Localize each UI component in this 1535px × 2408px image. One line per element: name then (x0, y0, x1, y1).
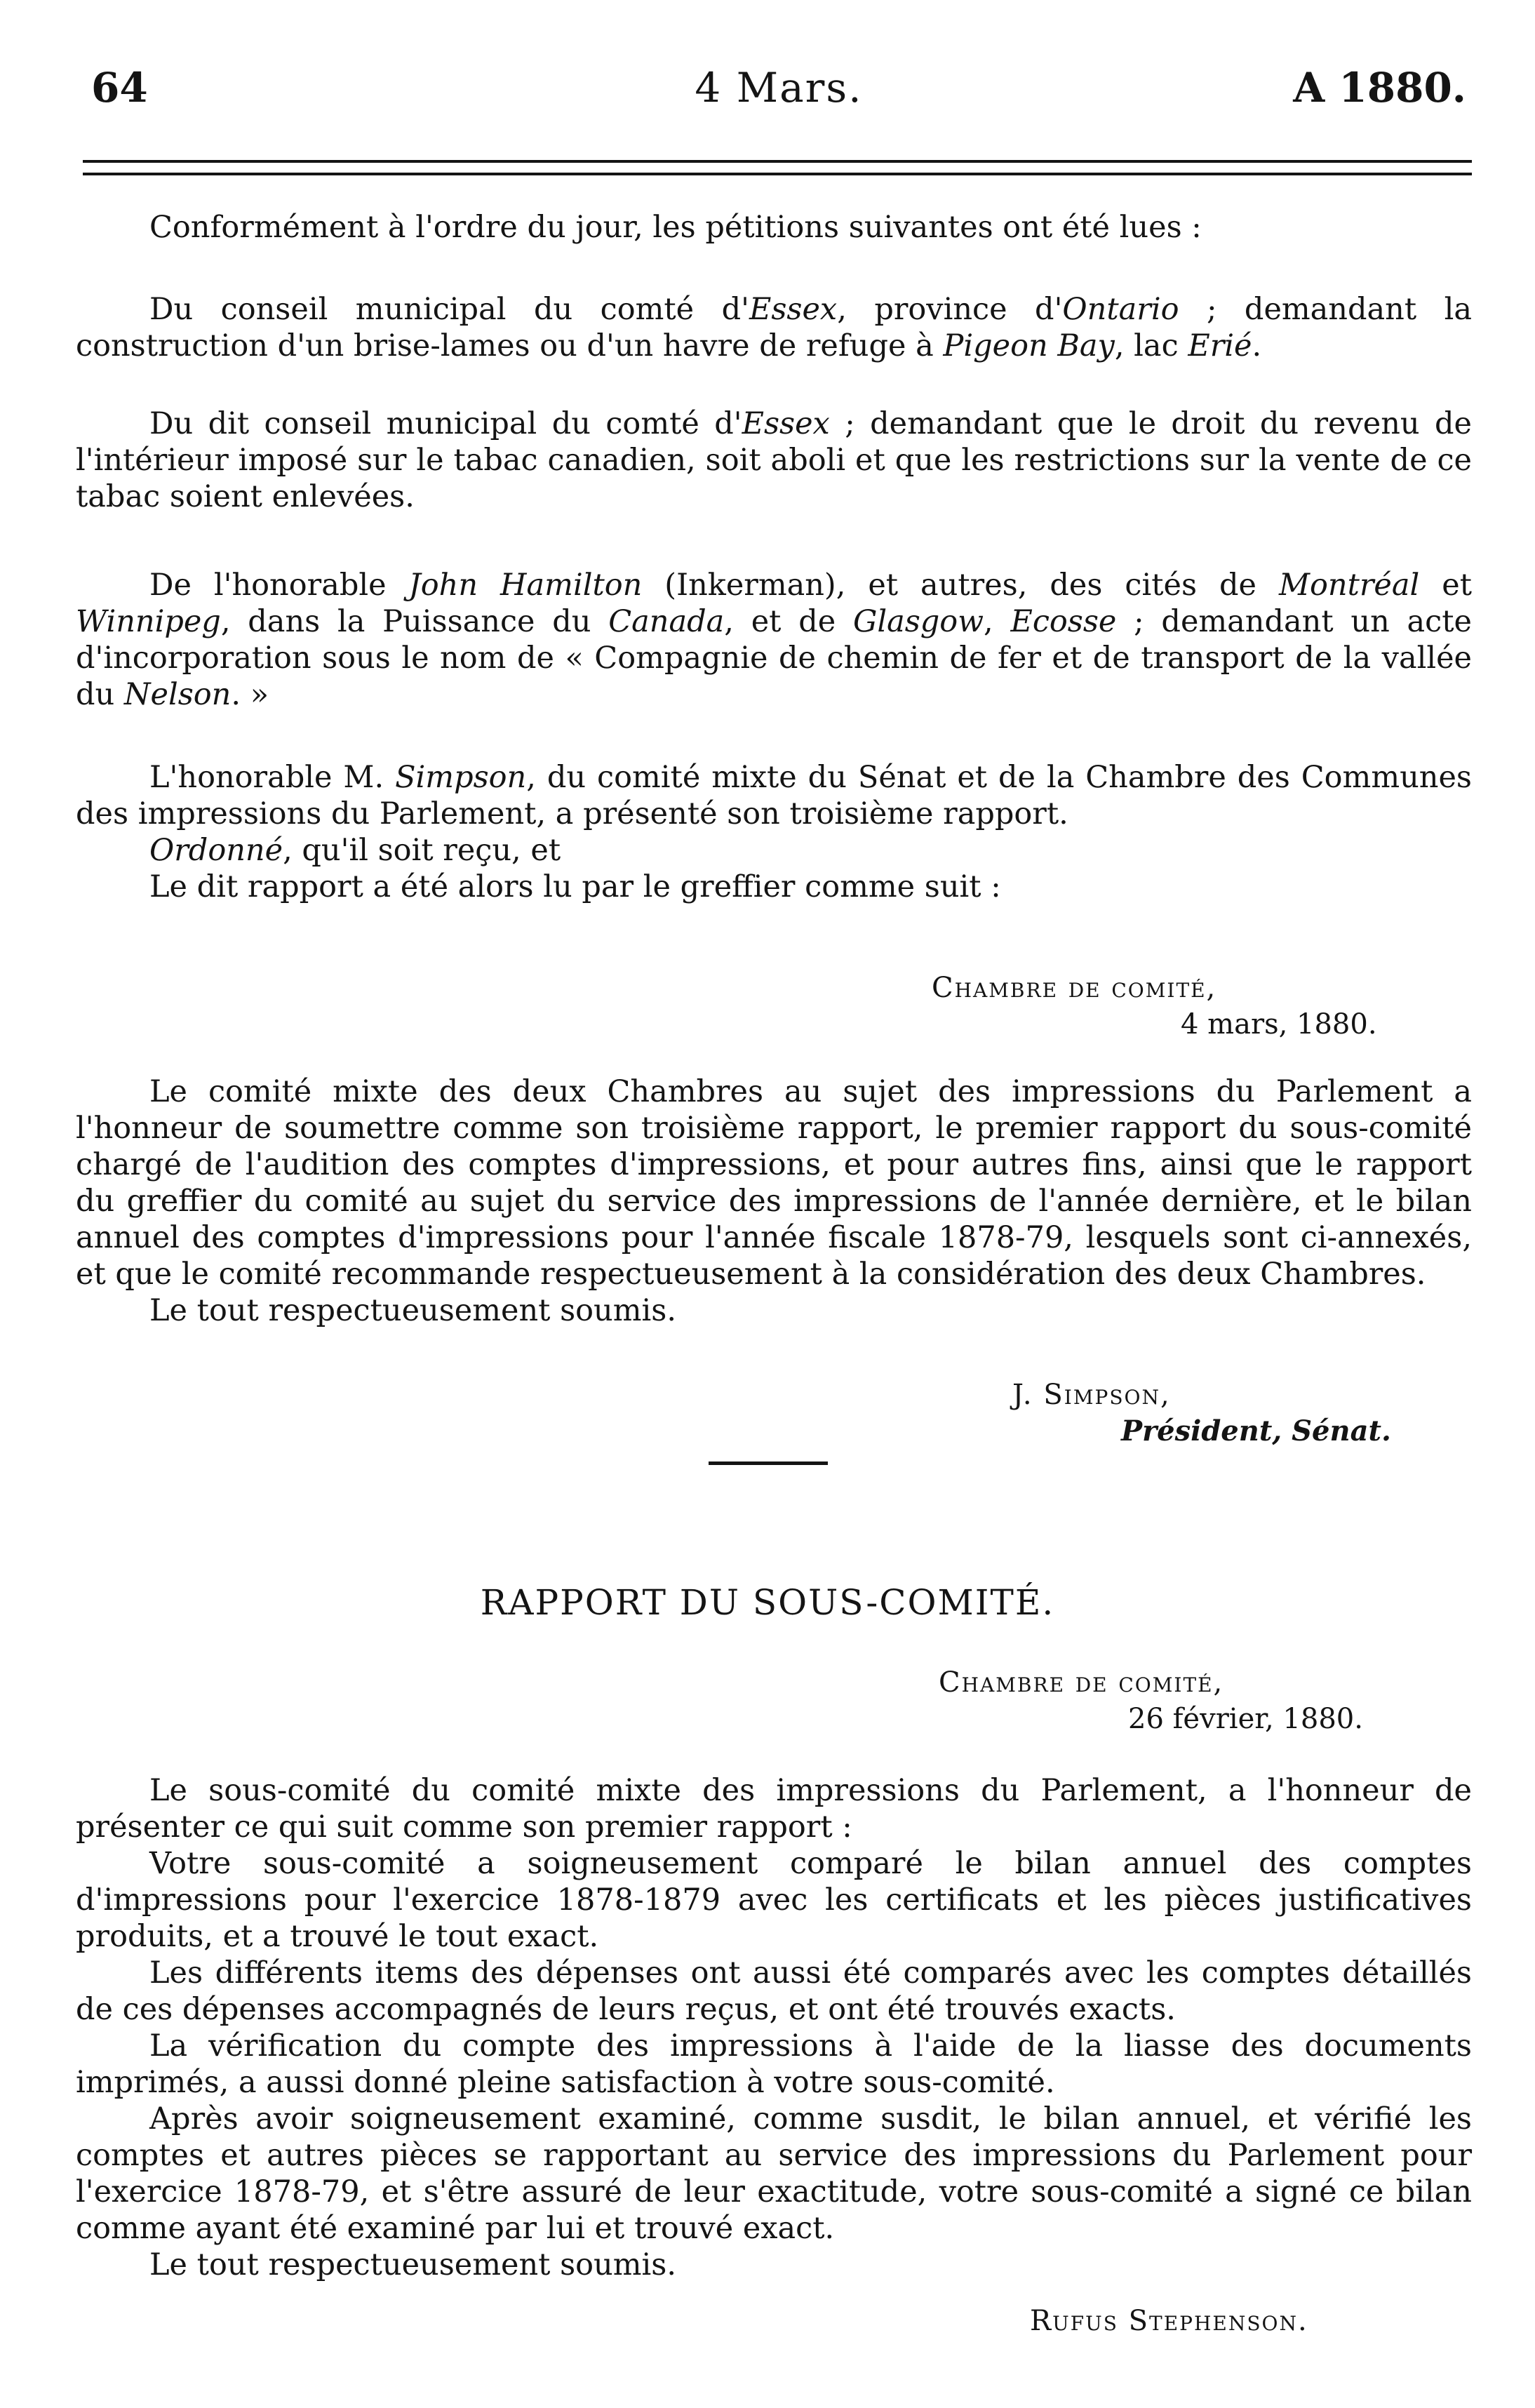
petition-1 (76, 291, 1472, 364)
header-rule-top (83, 160, 1472, 163)
subcommittee-closing: Le tout respectueusement soumis. (149, 2247, 677, 2282)
subcommittee-title: RAPPORT DU SOUS-COMITÉ. (480, 1582, 1055, 1623)
subcommittee-place: Chambre de comité, (939, 1666, 1224, 1699)
report-intro-paragraph: L'honorable M. Simpson, du comité mixte du Sénat et de la Chambre des Communes des impressions du Parlement, a présenté son troisième rapport. (76, 760, 1473, 831)
subcommittee-p2: Votre sous-comité a soigneusement comparé le bilan annuel des comptes d'impressions pour l'exercice 1878-1879 avec les certificats et les pièces justificatives produits, et a trouvé le tout exact. (76, 1846, 1472, 1954)
petition-2 (76, 406, 1472, 515)
report-read-line: Le dit rapport a été alors lu par le greffier comme suit : (149, 869, 1001, 904)
page-header (91, 60, 1466, 116)
petition-3-paragraph: De l'honorable John Hamilton (Inkerman), et autres, des cités de Montréal et Winnipeg, dans la Puissance du Canada, et de Glasgow, Ecosse ; demandant un acte d'incorporation sous le nom de « Compagnie de chemin de fer et de transport de la vallée du Nelson. » (76, 568, 1472, 712)
subcommittee-p4: La vérification du compte des impressions à l'aide de la liasse des documents imprimés, a aussi donné pleine satisfaction à votre sous-comité. (76, 2028, 1472, 2100)
third-report-paragraph: Le comité mixte des deux Chambres au sujet des impressions du Parlement a l'honneur de soumettre comme son troisième rapport, le premier rapport du sous-comité chargé de l'audition des comptes d'impressions, et pour autres fins, ainsi que le rapport du greffier du comité au sujet du service des impressions de l'année dernière, et le bilan annuel des comptes d'impressions pour l'année fiscale 1878-79, lesquels sont ci-annexés, et que le comité recommande respectueusement à la considération des deux Chambres. (76, 1074, 1472, 1292)
page-number: 64 (91, 64, 148, 112)
third-report-date: 4 mars, 1880. (1181, 1008, 1377, 1041)
third-report-closing: Le tout respectueusement soumis. (149, 1293, 677, 1328)
subcommittee-date: 26 février, 1880. (1128, 1703, 1363, 1735)
petition-1-paragraph: Du conseil municipal du comté d'Essex, province d'Ontario ; demandant la construction d'un brise-lames ou d'un havre de refuge à Pigeon Bay, lac Erié. (76, 292, 1472, 363)
subcommittee-p3: Les différents items des dépenses ont aussi été comparés avec les comptes détaillés de ces dépenses accompagnés de leurs reçus, et ont été trouvés exacts. (76, 1955, 1472, 2027)
petition-3 (76, 567, 1472, 713)
section-divider (709, 1461, 828, 1465)
subcommittee-body (76, 1772, 1472, 2283)
header-date: 4 Mars. (695, 64, 863, 112)
header-year: A 1880. (1293, 64, 1466, 112)
ordonne-line: Ordonné, qu'il soit reçu, et (149, 833, 561, 868)
header-rule-bottom (83, 173, 1472, 175)
petition-2-paragraph: Du dit conseil municipal du comté d'Essex ; demandant que le droit du revenu de l'intérieur imposé sur le tabac canadien, soit aboli et que les restrictions sur la vente de ce tabac soient enlevées. (76, 406, 1472, 514)
third-report-signer: J. Simpson, (1012, 1379, 1171, 1411)
petitions-intro (76, 209, 1472, 246)
third-report-place: Chambre de comité, (932, 972, 1217, 1004)
subcommittee-signer: Rufus Stephenson. (1030, 2305, 1308, 2337)
subcommittee-p5: Après avoir soigneusement examiné, comme susdit, le bilan annuel, et vérifié les comptes et autres pièces se rapportant au service des impressions du Parlement pour l'exercice 1878-79, et s'être assuré de leur exactitude, votre sous-comité a signé ce bilan comme ayant été examiné par lui et trouvé exact. (76, 2101, 1472, 2246)
report-introduction (76, 759, 1472, 905)
subcommittee-p1: Le sous-comité du comité mixte des impressions du Parlement, a l'honneur de présenter ce qui suit comme son premier rapport : (76, 1773, 1472, 1845)
third-report-signer-title: Président, Sénat. (1121, 1414, 1391, 1447)
intro-paragraph: Conformément à l'ordre du jour, les pétitions suivantes ont été lues : (149, 210, 1202, 245)
third-report-body (76, 1073, 1472, 1329)
